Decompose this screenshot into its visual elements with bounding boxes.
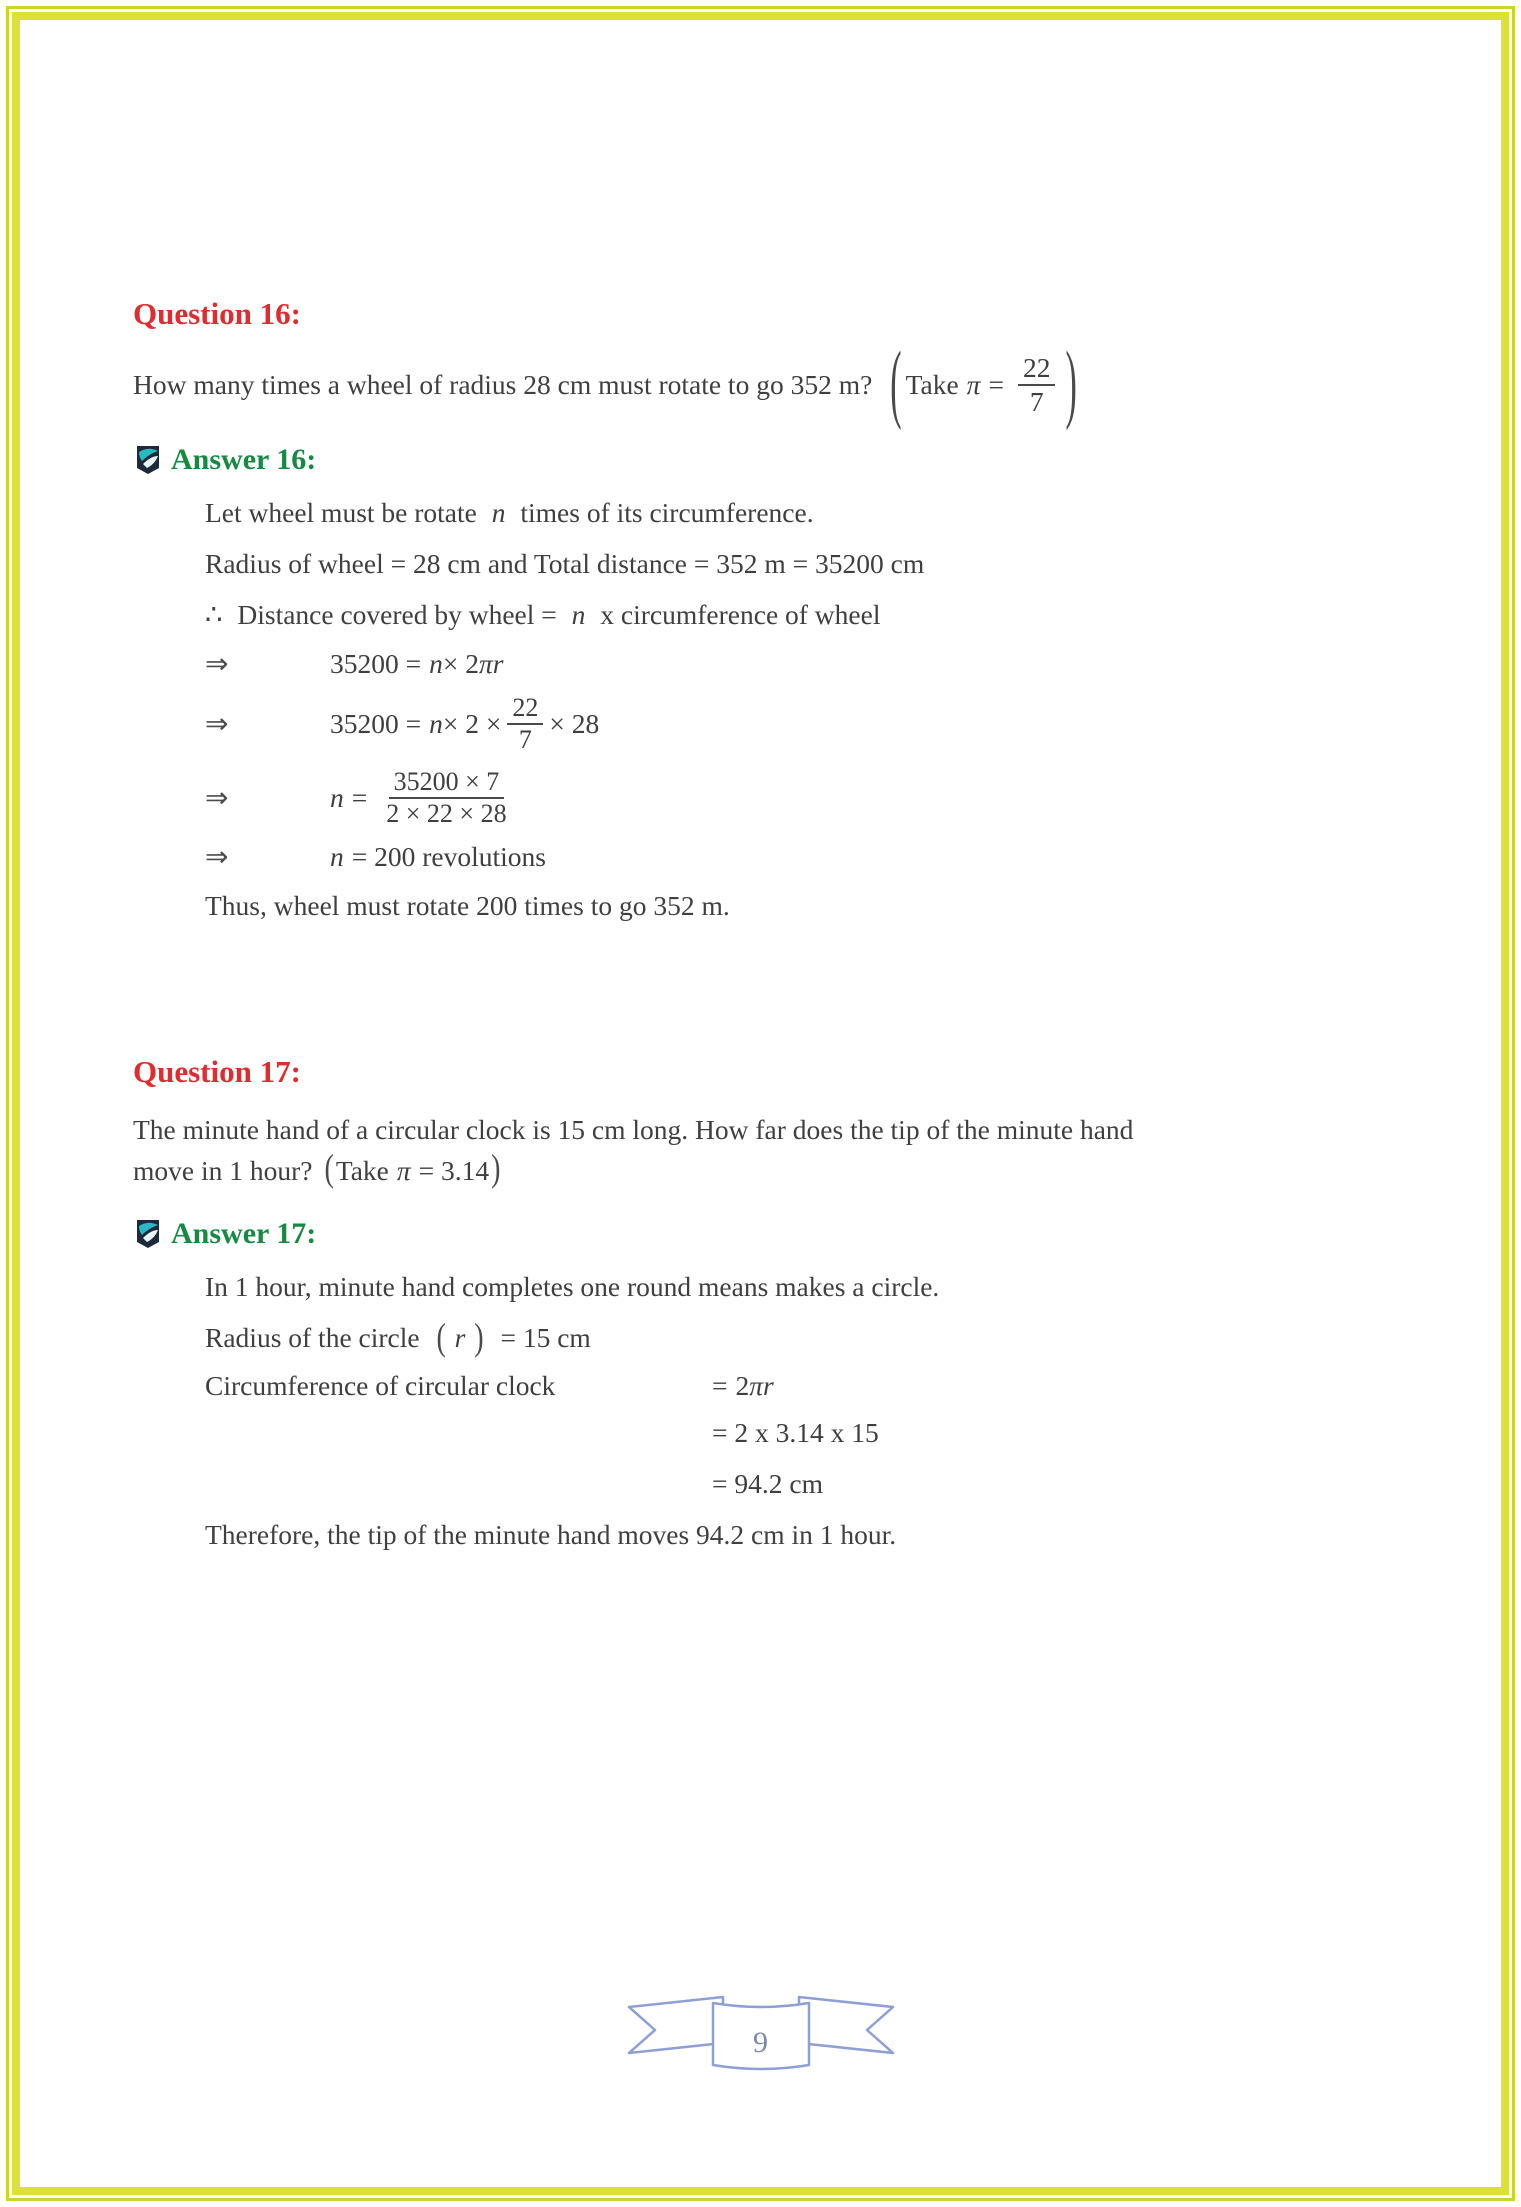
therefore-symbol: ∴ [205,599,223,630]
math-term: = 15 cm [500,1321,591,1353]
answer-17-conclusion: Therefore, the tip of the minute hand moves 94.2 cm in 1 hour. [205,1519,897,1550]
question-17-section [133,1054,1401,1555]
variable-n: n [330,841,344,873]
answer-16-heading-row [133,443,1401,477]
equals-sign: = [988,368,1004,400]
take-label: Take [905,368,959,400]
question-16-text [133,336,1401,433]
math-term: = 200 revolutions [351,841,546,873]
equation [330,693,599,755]
paren-close: ) [474,1316,484,1359]
pi-symbol: π [966,368,981,400]
answer-17-line-2 [205,1318,1401,1360]
answer-16-heading: Answer 16: [171,443,317,477]
variable-n: n [491,497,506,529]
math-term: × 28 [549,707,600,739]
equals-sign: = [712,1370,728,1402]
question-17-take-pi [322,1150,502,1191]
answer-16-step-2 [205,693,1401,755]
fraction-22-7 [507,693,543,755]
variable-n: n [571,599,586,630]
big-paren-close: ) [1065,336,1077,433]
question-17-text-line-1: The minute hand of a circular clock is 15 cm long. How far does the tip of the minute hand [133,1114,1134,1146]
text-segment: times of its circumference. [520,497,814,529]
answer-17-body [205,1267,1401,1555]
math-term: × 2 × [442,707,502,739]
equation [330,648,504,680]
paren-close: ) [491,1148,501,1191]
implies-arrow-icon: ⇒ [205,782,229,814]
question-16-take-pi [886,336,1081,433]
page-number: 9 [753,2026,768,2060]
text-segment: Circumference of circular clock [205,1370,556,1402]
answer-16-line-1 [205,493,1401,533]
answer-brand-icon [133,1218,163,1250]
question-17-heading: Question 17: [133,1054,301,1090]
question-17-body: move in 1 hour? [133,1154,313,1186]
paren-open: ( [324,1148,334,1191]
text-segment: Let wheel must be rotate [205,497,477,529]
variable-n: n [429,647,443,679]
answer-16-step-3 [205,767,1401,829]
answer-16-step-1 [205,647,1401,681]
question-17-text-line-2 [133,1150,1401,1191]
fraction-denominator: 7 [1029,385,1044,417]
question-16-heading: Question 16: [133,296,301,331]
math-term: 2 [735,1370,750,1402]
question-16-body: How many times a wheel of radius 28 cm must rotate to go 352 m? [133,368,873,400]
implies-arrow-icon: ⇒ [205,708,229,740]
variable-n: n [330,781,344,813]
math-term: 35200 = [330,707,422,739]
answer-17-line-5: = 94.2 cm [712,1468,823,1500]
answer-17-line-4: = 2 x 3.14 x 15 [712,1417,879,1449]
text-segment: Radius of the circle [205,1321,420,1353]
math-term: = 3.14 [418,1154,490,1186]
answer-17-line-1: In 1 hour, minute hand completes one round means makes a circle. [205,1270,940,1302]
implies-arrow-icon: ⇒ [205,648,229,680]
fraction-result [381,767,511,829]
answer-16-step-4 [205,840,1401,874]
answer-16-line-3 [205,595,1401,635]
fraction-denominator: 7 [518,724,532,754]
variable-r: r [454,1321,466,1353]
fraction-denominator: 2 × 22 × 28 [386,798,507,828]
answer-16-line-2: Radius of wheel = 28 cm and Total distance = 352 m = 35200 cm [205,548,925,580]
math-term: × 2 [442,647,480,679]
answer-17-line-3 [205,1370,1401,1402]
math-term-pir: πr [479,647,504,679]
page-content [133,0,1401,1566]
equals-sign: = [351,781,368,813]
fraction-numerator: 35200 × 7 [389,767,505,799]
text-segment: x circumference of wheel [600,599,881,630]
fraction-numerator: 22 [507,693,543,725]
answer-17-heading-row [133,1217,1401,1251]
implies-arrow-icon: ⇒ [205,842,229,874]
answer-brand-icon [133,444,163,476]
equation [330,767,518,829]
math-term: 35200 = [330,647,422,679]
paren-open: ( [436,1316,446,1359]
text-segment: Distance covered by wheel = [237,599,557,630]
math-term-pir: πr [749,1370,774,1402]
take-label: Take [335,1154,389,1186]
fraction-22-7 [1018,352,1056,417]
variable-n: n [429,707,443,739]
answer-16-conclusion: Thus, wheel must rotate 200 times to go 352 m. [205,890,730,922]
equation [330,841,546,873]
page-number-ribbon [601,1985,921,2089]
big-paren-open: ( [890,336,902,433]
pi-symbol: π [396,1154,411,1186]
fraction-numerator: 22 [1018,352,1056,386]
answer-17-heading: Answer 17: [171,1216,317,1250]
answer-16-body [205,493,1401,926]
